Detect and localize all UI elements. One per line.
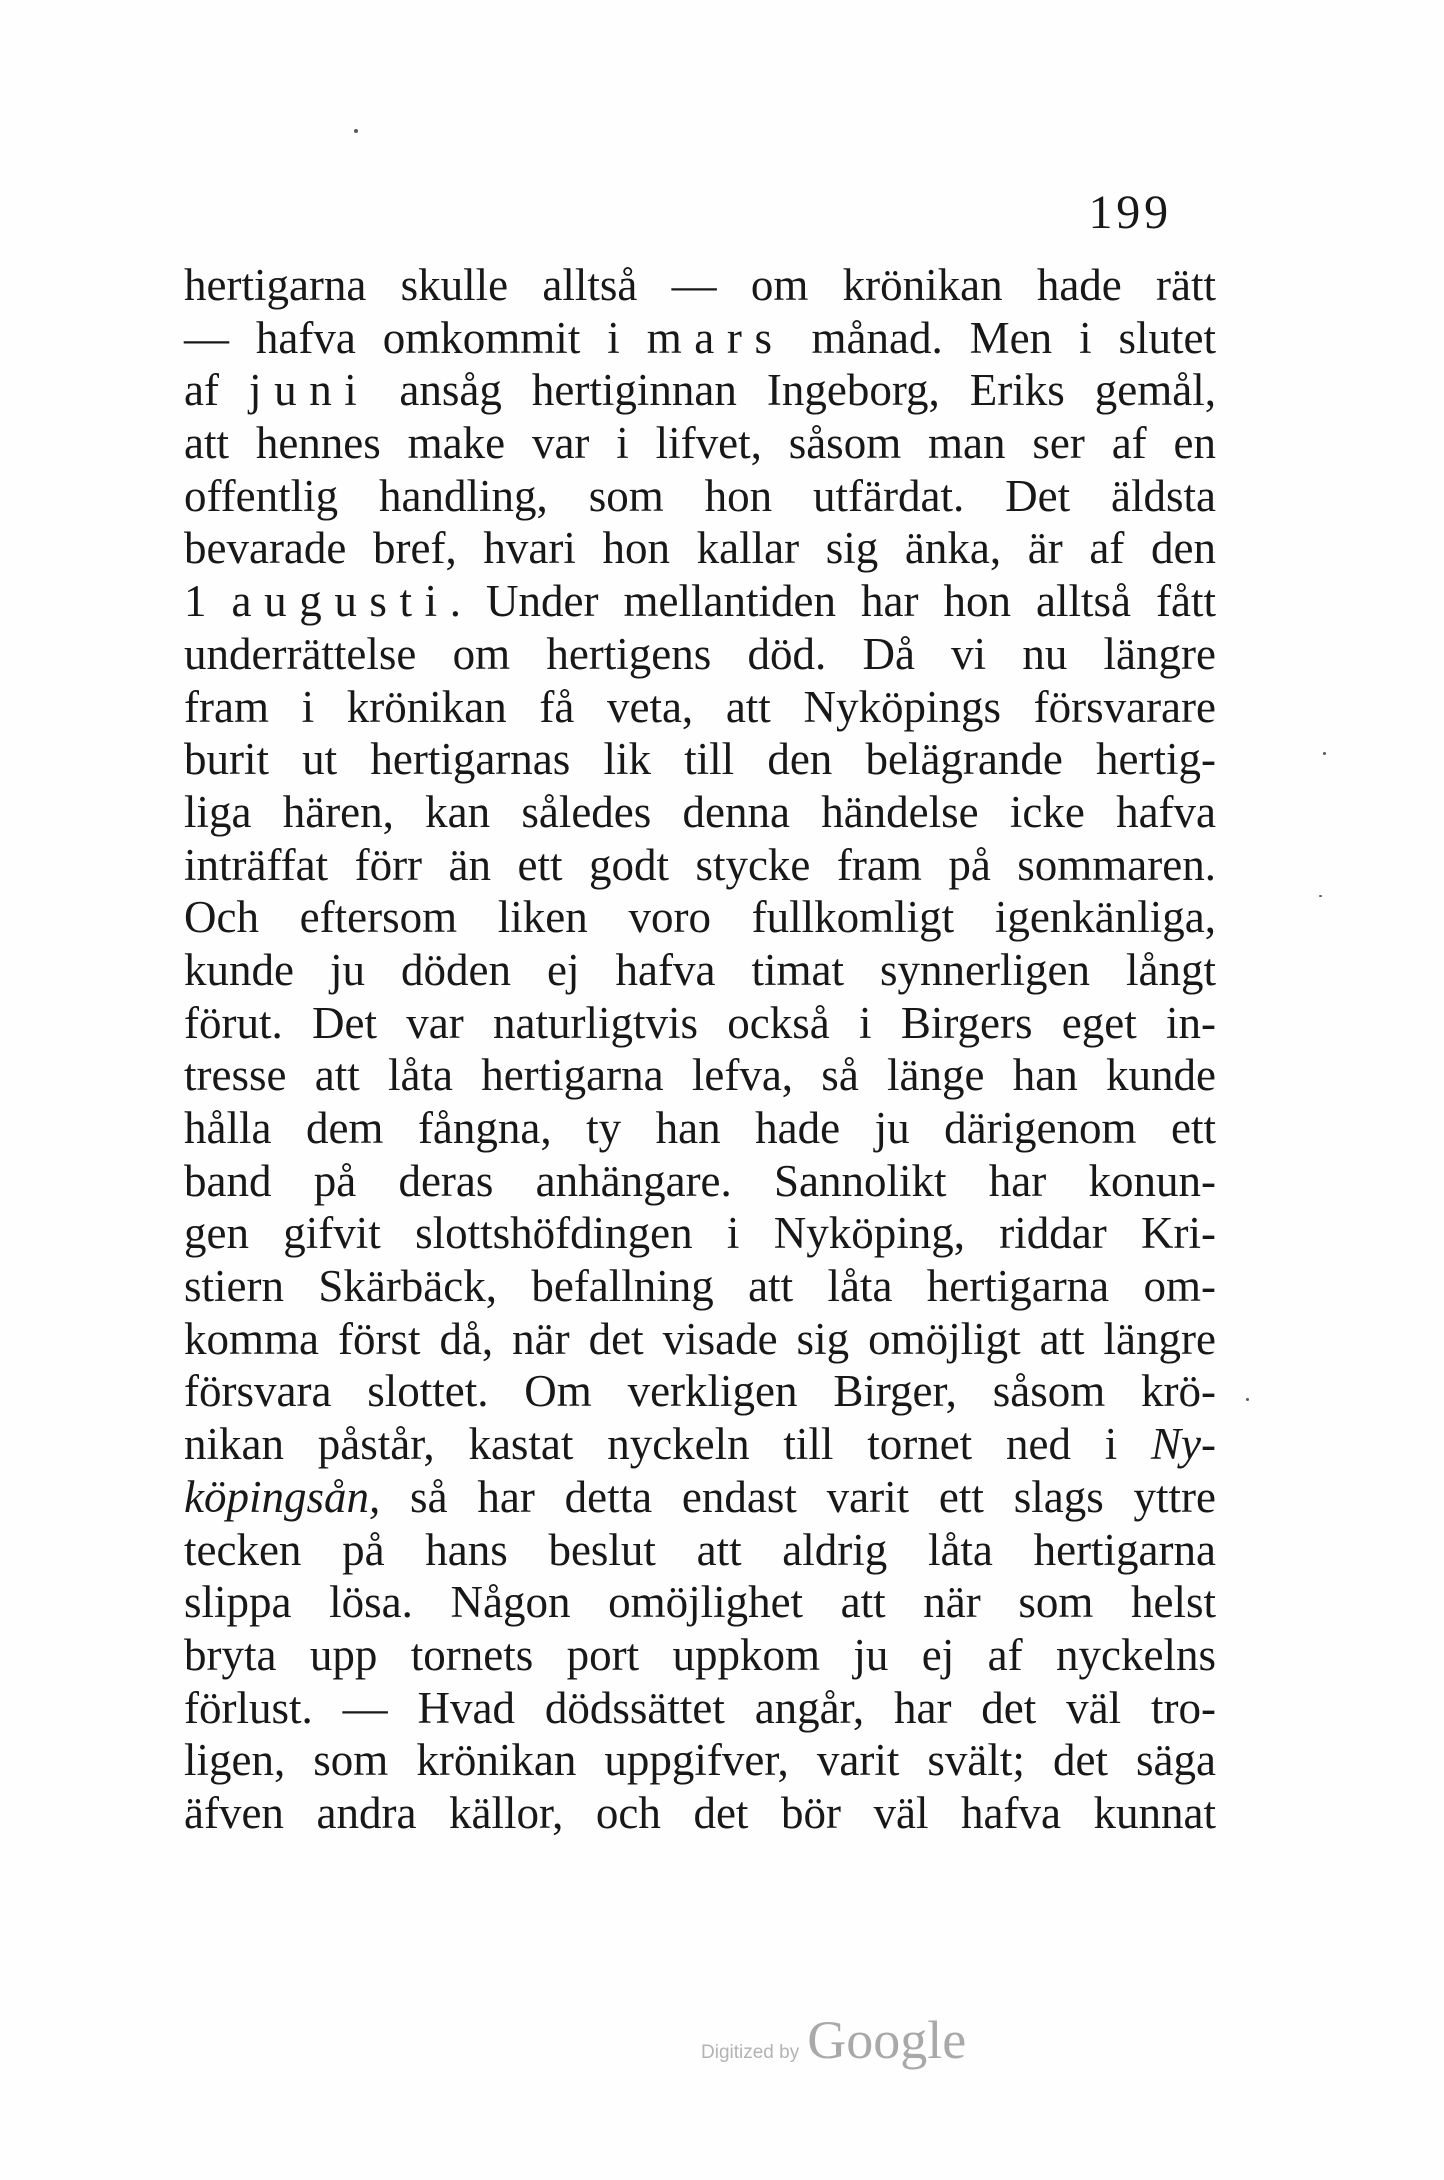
scan-speck <box>1319 895 1322 897</box>
emphasized-word: augusti <box>231 576 450 627</box>
digitization-footer <box>701 2010 967 2070</box>
text-line <box>184 312 1216 365</box>
line-text: så har detta endast varit ett slags yttre <box>380 1471 1216 1522</box>
text-line <box>184 1418 1216 1471</box>
text-line <box>184 259 1216 312</box>
line-text: ligen, som krönikan uppgifver, varit svält; det säga <box>184 1735 1216 1786</box>
digitized-by-label: Digitized by <box>701 2042 800 2063</box>
line-text: ansåg hertiginnan Ingeborg, Eriks gemål, <box>369 365 1217 416</box>
line-text: nikan påstår, kastat nyckeln till tornet ned i <box>184 1419 1152 1470</box>
line-text: inträffat förr än ett godt stycke fram på sommaren. <box>184 839 1216 890</box>
text-line <box>184 681 1216 734</box>
text-line <box>184 628 1216 681</box>
text-line <box>184 1787 1216 1840</box>
text-line <box>184 470 1216 523</box>
google-logo-text: Google <box>807 2010 967 2070</box>
line-text: hertigarna skulle alltså — om krönikan hade rätt <box>184 260 1216 310</box>
line-text: Och eftersom liken voro fullkomligt igenkänliga, <box>184 892 1216 943</box>
text-line <box>184 1102 1216 1155</box>
text-line <box>184 417 1216 470</box>
line-text: tecken på hans beslut att aldrig låta hertigarna <box>184 1524 1216 1575</box>
scan-speck <box>1323 752 1326 755</box>
text-line <box>184 1576 1216 1629</box>
page-number: 199 <box>1088 186 1172 239</box>
line-text: slippa lösa. Någon omöjlighet att när som helst <box>184 1577 1216 1628</box>
text-line <box>184 997 1216 1050</box>
line-text: månad. Men i slutet <box>784 312 1216 363</box>
emphasized-word: juni <box>249 365 370 416</box>
line-text: af <box>184 365 249 416</box>
text-line <box>184 839 1216 892</box>
text-line <box>184 733 1216 786</box>
line-text: förlust. — Hvad dödssättet angår, har det väl tro- <box>184 1682 1216 1733</box>
line-text: liga hären, kan således denna händelse icke hafva <box>184 786 1216 837</box>
text-line <box>184 1629 1216 1682</box>
text-line <box>184 1155 1216 1208</box>
line-text: 1 <box>184 576 232 627</box>
text-line <box>184 944 1216 997</box>
line-text: hålla dem fångna, ty han hade ju därigenom ett <box>184 1103 1216 1153</box>
text-line <box>184 1471 1216 1524</box>
text-line <box>184 522 1216 575</box>
line-text: underrättelse om hertigens död. Då vi nu längre <box>184 628 1216 679</box>
line-text: äfven andra källor, och det bör väl hafva kunnat <box>184 1787 1216 1838</box>
text-line <box>184 1313 1216 1366</box>
line-text: försvara slottet. Om verkligen Birger, såsom krö- <box>184 1366 1216 1417</box>
line-text: bevarade bref, hvari hon kallar sig änka, är af den <box>184 523 1216 574</box>
line-text: bryta upp tornets port uppkom ju ej af nyckelns <box>184 1629 1216 1680</box>
line-text: . Under mellantiden har hon alltså fått <box>449 576 1217 627</box>
text-line <box>184 364 1216 417</box>
line-text: att hennes make var i lifvet, såsom man ser af en <box>184 418 1216 469</box>
line-text: burit ut hertigarnas lik till den belägrande hertig- <box>184 734 1216 785</box>
line-text: — hafva omkommit i <box>184 312 647 363</box>
scan-speck <box>354 129 358 133</box>
text-line <box>184 1049 1216 1102</box>
italic-word: köpingsån, <box>184 1471 381 1522</box>
line-text: band på deras anhängare. Sannolikt har konun- <box>184 1155 1216 1206</box>
body-text <box>184 259 1216 1840</box>
line-text: tresse att låta hertigarna lefva, så länge han kunde <box>184 1050 1216 1101</box>
line-text: förut. Det var naturligtvis också i Birgers eget in- <box>184 997 1216 1048</box>
text-line <box>184 1207 1216 1260</box>
text-line <box>184 1682 1216 1735</box>
line-text: kunde ju döden ej hafva timat synnerligen långt <box>184 944 1216 995</box>
emphasized-word: mars <box>646 312 785 363</box>
scan-speck <box>1246 1398 1249 1401</box>
text-line <box>184 891 1216 944</box>
line-text: offentlig handling, som hon utfärdat. Det äldsta <box>184 470 1216 521</box>
text-line <box>184 1260 1216 1313</box>
text-line <box>184 1524 1216 1577</box>
text-line <box>184 1734 1216 1787</box>
line-text: gen gifvit slottshöfdingen i Nyköping, riddar Kri- <box>184 1208 1216 1259</box>
line-text: fram i krönikan få veta, att Nyköpings försvarare <box>184 681 1216 732</box>
line-text: komma först då, när det visade sig omöjligt att längre <box>184 1313 1216 1364</box>
text-line <box>184 575 1216 628</box>
line-text: stiern Skärbäck, befallning att låta hertigarna om- <box>184 1261 1216 1312</box>
italic-word: Ny- <box>1151 1419 1216 1470</box>
text-line <box>184 786 1216 839</box>
text-line <box>184 1365 1216 1418</box>
